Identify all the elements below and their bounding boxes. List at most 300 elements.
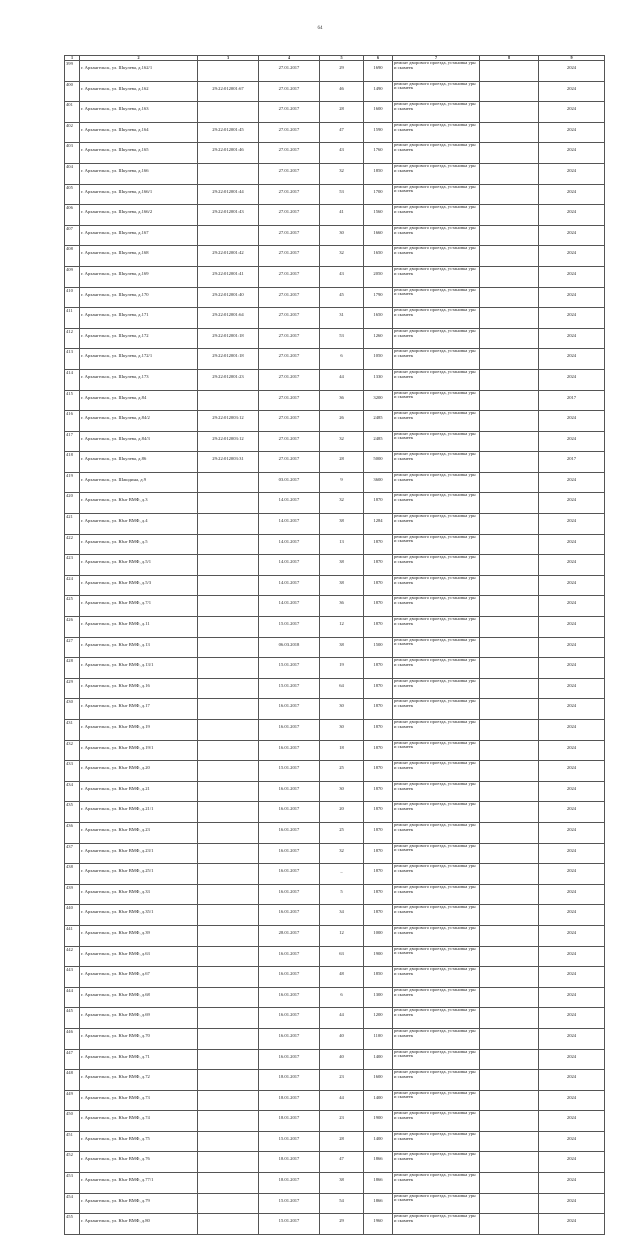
value-cell: 29 (320, 1214, 364, 1235)
date-cell: 27.01.2017 (259, 163, 320, 184)
empty-cell (480, 843, 539, 864)
date-cell: 16.01.2017 (259, 884, 320, 905)
date-cell: 16.01.2017 (259, 740, 320, 761)
cadastral-number-cell (198, 1131, 259, 1152)
cadastral-number-cell (198, 102, 259, 123)
cadastral-number-cell (198, 555, 259, 576)
work-description-cell: ремонт дворового проезда, установка урн и скамеек (393, 328, 480, 349)
address-cell: г. Архангельск, ул. Шкулева, д.164 (80, 122, 198, 143)
cadastral-number-cell (198, 1008, 259, 1029)
year-cell: 2024 (539, 1070, 605, 1091)
area-cell: 1870 (364, 884, 393, 905)
cadastral-number-cell (198, 534, 259, 555)
table-row (65, 287, 605, 308)
value-cell: 40 (320, 1049, 364, 1070)
row-number: 413 (65, 349, 80, 370)
value-cell: 23 (320, 1070, 364, 1091)
work-description-cell: ремонт дворового проезда, установка урн и скамеек (393, 349, 480, 370)
address-cell: г. Архангельск, ул. Юнг ВМФ, д.11 (80, 617, 198, 638)
table-row (65, 61, 605, 82)
area-cell: 1260 (364, 328, 393, 349)
work-description-cell: ремонт дворового проезда, установка урн и скамеек (393, 1111, 480, 1132)
address-cell: г. Архангельск, ул. Юнг ВМФ, д.20 (80, 761, 198, 782)
date-cell: 27.01.2017 (259, 390, 320, 411)
table-row (65, 596, 605, 617)
cadastral-number-cell: 29:22:012001:45 (198, 122, 259, 143)
year-cell: 2024 (539, 740, 605, 761)
table-row (65, 905, 605, 926)
cadastral-number-cell: 29:22:012001:41 (198, 266, 259, 287)
date-cell: 16.01.2017 (259, 699, 320, 720)
address-cell: г. Архангельск, ул. Юнг ВМФ, д.68 (80, 987, 198, 1008)
column-header: 2 (80, 56, 198, 61)
date-cell: 18.01.2017 (259, 1173, 320, 1194)
table-row (65, 575, 605, 596)
work-description-cell: ремонт дворового проезда, установка урн и скамеек (393, 699, 480, 720)
year-cell: 2024 (539, 1152, 605, 1173)
cadastral-number-cell (198, 781, 259, 802)
value-cell: 26 (320, 411, 364, 432)
date-cell: 16.01.2017 (259, 1028, 320, 1049)
row-number: 423 (65, 555, 80, 576)
empty-cell (480, 184, 539, 205)
row-number: 402 (65, 122, 80, 143)
year-cell: 2024 (539, 905, 605, 926)
table-row (65, 946, 605, 967)
value-cell: 31 (320, 308, 364, 329)
empty-cell (480, 225, 539, 246)
work-description-cell: ремонт дворового проезда, установка урн и скамеек (393, 472, 480, 493)
area-cell: 2050 (364, 266, 393, 287)
row-number: 426 (65, 617, 80, 638)
value-cell: 45 (320, 287, 364, 308)
row-number: 441 (65, 925, 80, 946)
row-number: 415 (65, 390, 80, 411)
work-description-cell: ремонт дворового проезда, установка урн и скамеек (393, 287, 480, 308)
empty-cell (480, 514, 539, 535)
table-row (65, 534, 605, 555)
area-cell: 1870 (364, 802, 393, 823)
value-cell: 38 (320, 575, 364, 596)
address-cell: г. Архангельск, ул. Шкулева, д.166/2 (80, 205, 198, 226)
work-description-cell: ремонт дворового проезда, установка урн и скамеек (393, 493, 480, 514)
work-description-cell: ремонт дворового проезда, установка урн и скамеек (393, 1049, 480, 1070)
address-cell: г. Архангельск, ул. Юнг ВМФ, д.23/1 (80, 843, 198, 864)
year-cell: 2024 (539, 1049, 605, 1070)
year-cell: 2024 (539, 1214, 605, 1235)
value-cell: 53 (320, 328, 364, 349)
address-cell: г. Архангельск, ул. Юнг ВМФ, д.73 (80, 1090, 198, 1111)
value-cell: 47 (320, 122, 364, 143)
area-cell: 1500 (364, 637, 393, 658)
date-cell: 14.01.2017 (259, 514, 320, 535)
date-cell: 27.01.2017 (259, 369, 320, 390)
work-description-cell: ремонт дворового проезда, установка урн и скамеек (393, 163, 480, 184)
year-cell: 2024 (539, 946, 605, 967)
table-row (65, 411, 605, 432)
year-cell: 2024 (539, 205, 605, 226)
table-row (65, 308, 605, 329)
empty-cell (480, 328, 539, 349)
year-cell: 2024 (539, 287, 605, 308)
area-cell: 1870 (364, 678, 393, 699)
address-cell: г. Архангельск, ул. Шкулева, д.84 (80, 390, 198, 411)
row-number: 405 (65, 184, 80, 205)
value-cell: 32 (320, 163, 364, 184)
value-cell: 18 (320, 740, 364, 761)
empty-cell (480, 1090, 539, 1111)
table-row (65, 658, 605, 679)
year-cell: 2024 (539, 122, 605, 143)
cadastral-number-cell (198, 1214, 259, 1235)
table-row (65, 967, 605, 988)
empty-cell (480, 349, 539, 370)
table-row (65, 102, 605, 123)
work-description-cell: ремонт дворового проезда, установка урн и скамеек (393, 884, 480, 905)
year-cell: 2024 (539, 678, 605, 699)
cadastral-number-cell (198, 1193, 259, 1214)
address-cell: г. Архангельск, ул. Юнг ВМФ, д.5/3 (80, 575, 198, 596)
row-number: 435 (65, 802, 80, 823)
work-description-cell: ремонт дворового проезда, установка урн и скамеек (393, 740, 480, 761)
table-row (65, 864, 605, 885)
cadastral-number-cell (198, 967, 259, 988)
cadastral-number-cell (198, 864, 259, 885)
value-cell: 29 (320, 61, 364, 82)
empty-cell (480, 884, 539, 905)
area-cell: 1870 (364, 596, 393, 617)
row-number: 425 (65, 596, 80, 617)
date-cell: 15.01.2017 (259, 1131, 320, 1152)
area-cell: 1600 (364, 102, 393, 123)
date-cell: 14.01.2017 (259, 555, 320, 576)
row-number: 400 (65, 81, 80, 102)
column-header: 8 (480, 56, 539, 61)
work-description-cell: ремонт дворового проезда, установка урн и скамеек (393, 1193, 480, 1214)
date-cell: 15.01.2017 (259, 1214, 320, 1235)
year-cell: 2024 (539, 761, 605, 782)
address-cell: г. Архангельск, ул. Шкулева, д.84/2 (80, 411, 198, 432)
row-number: 447 (65, 1049, 80, 1070)
date-cell: 06.03.2018 (259, 637, 320, 658)
area-cell: 1700 (364, 184, 393, 205)
area-cell: 1866 (364, 1152, 393, 1173)
row-number: 399 (65, 61, 80, 82)
cadastral-number-cell (198, 1090, 259, 1111)
cadastral-number-cell (198, 493, 259, 514)
empty-cell (480, 431, 539, 452)
page-number: 64 (317, 26, 323, 31)
row-number: 434 (65, 781, 80, 802)
table-row (65, 802, 605, 823)
value-cell: 12 (320, 617, 364, 638)
table-row (65, 472, 605, 493)
table-row (65, 987, 605, 1008)
column-header: 1 (65, 56, 80, 61)
date-cell: 16.01.2017 (259, 802, 320, 823)
year-cell: 2024 (539, 514, 605, 535)
area-cell: 1870 (364, 658, 393, 679)
address-cell: г. Архангельск, ул. Шкулева, д.84/3 (80, 431, 198, 452)
work-description-cell: ремонт дворового проезда, установка урн и скамеек (393, 514, 480, 535)
work-description-cell: ремонт дворового проезда, установка урн и скамеек (393, 431, 480, 452)
date-cell: 16.01.2017 (259, 864, 320, 885)
empty-cell (480, 905, 539, 926)
cadastral-number-cell (198, 390, 259, 411)
row-number: 445 (65, 1008, 80, 1029)
address-cell: г. Архангельск, ул. Юнг ВМФ, д.75 (80, 1131, 198, 1152)
area-cell: 1330 (364, 369, 393, 390)
date-cell: 27.01.2017 (259, 452, 320, 473)
address-cell: г. Архангельск, ул. Юнг ВМФ, д.72 (80, 1070, 198, 1091)
row-number: 403 (65, 143, 80, 164)
row-number: 444 (65, 987, 80, 1008)
area-cell: 3600 (364, 472, 393, 493)
year-cell: 2024 (539, 925, 605, 946)
date-cell: 14.01.2017 (259, 493, 320, 514)
work-description-cell: ремонт дворового проезда, установка урн и скамеек (393, 555, 480, 576)
work-description-cell: ремонт дворового проезда, установка урн и скамеек (393, 122, 480, 143)
cadastral-number-cell: 29:22:012003:12 (198, 431, 259, 452)
date-cell: 18.01.2017 (259, 1070, 320, 1091)
value-cell: 30 (320, 720, 364, 741)
year-cell: 2024 (539, 61, 605, 82)
empty-cell (480, 987, 539, 1008)
date-cell: 27.01.2017 (259, 431, 320, 452)
date-cell: 27.01.2017 (259, 81, 320, 102)
table-row (65, 390, 605, 411)
empty-cell (480, 1193, 539, 1214)
value-cell: 41 (320, 205, 364, 226)
value-cell: 53 (320, 184, 364, 205)
table-row (65, 493, 605, 514)
address-cell: г. Архангельск, ул. Юнг ВМФ, д.76 (80, 1152, 198, 1173)
area-cell: 1400 (364, 1131, 393, 1152)
cadastral-number-cell (198, 884, 259, 905)
area-cell: 1650 (364, 246, 393, 267)
empty-cell (480, 472, 539, 493)
area-cell: 1400 (364, 1049, 393, 1070)
area-cell: 1870 (364, 534, 393, 555)
table-row (65, 225, 605, 246)
row-number: 424 (65, 575, 80, 596)
column-header: 3 (198, 56, 259, 61)
empty-cell (480, 822, 539, 843)
work-description-cell: ремонт дворового проезда, установка урн и скамеек (393, 390, 480, 411)
area-cell: 1870 (364, 575, 393, 596)
empty-cell (480, 411, 539, 432)
cadastral-number-cell (198, 1152, 259, 1173)
row-number: 407 (65, 225, 80, 246)
address-cell: г. Архангельск, ул. Шкулева, д.170 (80, 287, 198, 308)
area-cell: 1200 (364, 1008, 393, 1029)
table-row (65, 514, 605, 535)
area-cell: 2485 (364, 411, 393, 432)
year-cell: 2024 (539, 575, 605, 596)
value-cell: 28 (320, 1131, 364, 1152)
row-number: 438 (65, 864, 80, 885)
area-cell: 1870 (364, 905, 393, 926)
work-description-cell: ремонт дворового проезда, установка урн и скамеек (393, 967, 480, 988)
date-cell: 27.01.2017 (259, 225, 320, 246)
year-cell: 2024 (539, 658, 605, 679)
work-description-cell: ремонт дворового проезда, установка урн и скамеек (393, 1131, 480, 1152)
area-cell: 1790 (364, 287, 393, 308)
value-cell: 38 (320, 514, 364, 535)
value-cell: 32 (320, 843, 364, 864)
table-row (65, 122, 605, 143)
cadastral-number-cell: 29:22:012001:23 (198, 369, 259, 390)
address-cell: г. Архангельск, ул. Юнг ВМФ, д.74 (80, 1111, 198, 1132)
empty-cell (480, 452, 539, 473)
empty-cell (480, 678, 539, 699)
year-cell: 2024 (539, 843, 605, 864)
work-description-cell: ремонт дворового проезда, установка урн и скамеек (393, 452, 480, 473)
year-cell: 2024 (539, 822, 605, 843)
value-cell: 5 (320, 884, 364, 905)
value-cell: 47 (320, 1152, 364, 1173)
empty-cell (480, 781, 539, 802)
table-row (65, 637, 605, 658)
row-number: 436 (65, 822, 80, 843)
row-number: 451 (65, 1131, 80, 1152)
work-description-cell: ремонт дворового проезда, установка урн и скамеек (393, 658, 480, 679)
address-cell: г. Архангельск, ул. Юнг ВМФ, д.77/1 (80, 1173, 198, 1194)
work-description-cell: ремонт дворового проезда, установка урн и скамеек (393, 1028, 480, 1049)
cadastral-number-cell: 29:22:012001:42 (198, 246, 259, 267)
value-cell: 48 (320, 967, 364, 988)
work-description-cell: ремонт дворового проезда, установка урн и скамеек (393, 761, 480, 782)
address-cell: г. Архангельск, ул. Юнг ВМФ, д.16 (80, 678, 198, 699)
row-number: 429 (65, 678, 80, 699)
work-description-cell: ремонт дворового проезда, установка урн и скамеек (393, 143, 480, 164)
table-row (65, 1214, 605, 1235)
area-cell: 1900 (364, 946, 393, 967)
row-number: 453 (65, 1173, 80, 1194)
address-cell: г. Архангельск, ул. Шкулева, д.86 (80, 452, 198, 473)
date-cell: 16.01.2017 (259, 987, 320, 1008)
work-description-cell: ремонт дворового проезда, установка урн и скамеек (393, 822, 480, 843)
empty-cell (480, 122, 539, 143)
row-number: 408 (65, 246, 80, 267)
empty-cell (480, 1070, 539, 1091)
row-number: 409 (65, 266, 80, 287)
cadastral-number-cell: 29:22:012001:18 (198, 328, 259, 349)
row-number: 421 (65, 514, 80, 535)
empty-cell (480, 81, 539, 102)
area-cell: 1870 (364, 699, 393, 720)
row-number: 420 (65, 493, 80, 514)
table-row (65, 349, 605, 370)
empty-cell (480, 102, 539, 123)
empty-cell (480, 266, 539, 287)
work-description-cell: ремонт дворового проезда, установка урн и скамеек (393, 678, 480, 699)
value-cell: 46 (320, 81, 364, 102)
table-row (65, 431, 605, 452)
area-cell: 1760 (364, 143, 393, 164)
address-cell: г. Архангельск, ул. Юнг ВМФ, д.67 (80, 967, 198, 988)
year-cell: 2024 (539, 102, 605, 123)
row-number: 455 (65, 1214, 80, 1235)
date-cell: 27.01.2017 (259, 184, 320, 205)
area-cell: 1870 (364, 740, 393, 761)
row-number: 401 (65, 102, 80, 123)
register-table (64, 55, 605, 1235)
value-cell: 32 (320, 431, 364, 452)
work-description-cell: ремонт дворового проезда, установка урн и скамеек (393, 905, 480, 926)
table-row (65, 1131, 605, 1152)
year-cell: 2024 (539, 802, 605, 823)
row-number: 419 (65, 472, 80, 493)
date-cell: 16.01.2017 (259, 905, 320, 926)
year-cell: 2024 (539, 163, 605, 184)
empty-cell (480, 1173, 539, 1194)
row-number: 404 (65, 163, 80, 184)
row-number: 442 (65, 946, 80, 967)
cadastral-number-cell: 29:22:012001:40 (198, 287, 259, 308)
work-description-cell: ремонт дворового проезда, установка урн и скамеек (393, 1214, 480, 1235)
value-cell: 36 (320, 596, 364, 617)
cadastral-number-cell (198, 596, 259, 617)
date-cell: 16.01.2017 (259, 843, 320, 864)
address-cell: г. Архангельск, ул. Юнг ВМФ, д.13 (80, 637, 198, 658)
value-cell: 6 (320, 987, 364, 1008)
date-cell: 16.01.2017 (259, 720, 320, 741)
table-row (65, 843, 605, 864)
cadastral-number-cell: 29:22:012001:67 (198, 81, 259, 102)
row-number: 443 (65, 967, 80, 988)
address-cell: г. Архангельск, ул. Юнг ВМФ, д.21/1 (80, 802, 198, 823)
year-cell: 2024 (539, 81, 605, 102)
date-cell: 27.01.2017 (259, 143, 320, 164)
cadastral-number-cell (198, 163, 259, 184)
empty-cell (480, 163, 539, 184)
year-cell: 2024 (539, 637, 605, 658)
date-cell: 14.01.2017 (259, 596, 320, 617)
address-cell: г. Архангельск, ул. Юнг ВМФ, д.5 (80, 534, 198, 555)
work-description-cell: ремонт дворового проезда, установка урн и скамеек (393, 246, 480, 267)
row-number: 431 (65, 720, 80, 741)
year-cell: 2024 (539, 1008, 605, 1029)
area-cell: 1560 (364, 205, 393, 226)
address-cell: г. Архангельск, ул. Юнг ВМФ, д.35/1 (80, 905, 198, 926)
empty-cell (480, 802, 539, 823)
date-cell: 27.01.2017 (259, 308, 320, 329)
year-cell: 2024 (539, 1173, 605, 1194)
date-cell: 16.01.2017 (259, 946, 320, 967)
area-cell: 1690 (364, 61, 393, 82)
table-row (65, 1070, 605, 1091)
empty-cell (480, 575, 539, 596)
date-cell: 14.01.2017 (259, 575, 320, 596)
area-cell: 1100 (364, 1028, 393, 1049)
value-cell: 36 (320, 390, 364, 411)
row-number: 433 (65, 761, 80, 782)
empty-cell (480, 143, 539, 164)
area-cell: 1870 (364, 822, 393, 843)
table-row (65, 369, 605, 390)
table-row (65, 205, 605, 226)
work-description-cell: ремонт дворового проезда, установка урн и скамеек (393, 102, 480, 123)
row-number: 452 (65, 1152, 80, 1173)
row-number: 416 (65, 411, 80, 432)
value-cell: 20 (320, 802, 364, 823)
cadastral-number-cell (198, 802, 259, 823)
date-cell: 27.01.2017 (259, 349, 320, 370)
value-cell: 40 (320, 1028, 364, 1049)
area-cell: 1866 (364, 1173, 393, 1194)
year-cell: 2024 (539, 1193, 605, 1214)
